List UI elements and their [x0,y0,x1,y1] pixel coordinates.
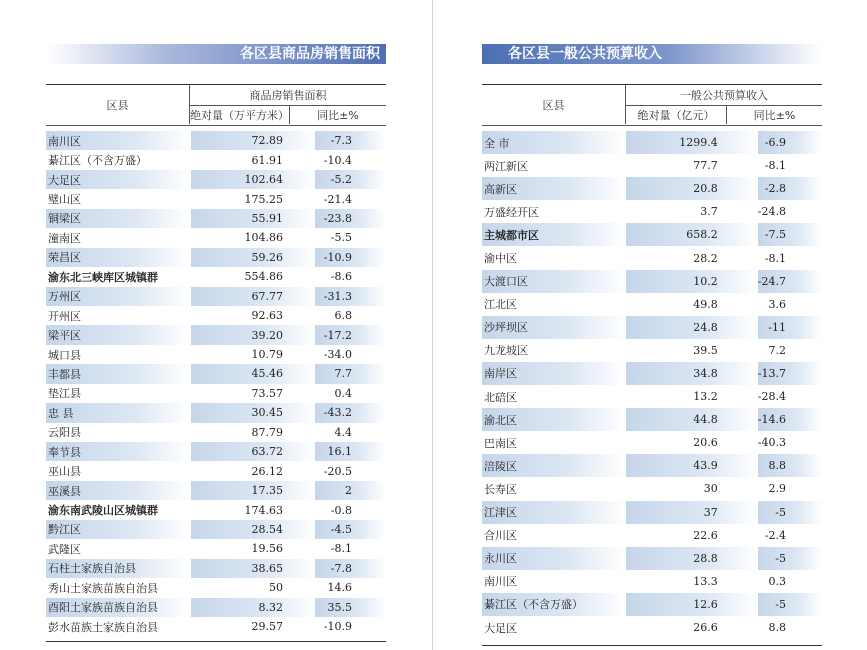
region-name-cell: 石柱土家族自治县 [46,559,191,578]
table-row [482,154,822,177]
yoy-change-cell: -8.1 [764,159,786,173]
table-row [482,246,822,269]
yoy-change-cell: -7.3 [315,131,386,150]
absolute-value-cell: 102.64 [191,170,315,189]
table-row [46,461,386,480]
yoy-change-cell: 6.8 [334,309,352,323]
table-row [46,403,386,422]
left-table-bottom-rule [46,641,386,642]
yoy-change-cell: -34.0 [323,348,352,362]
yoy-change-cell: -21.4 [323,192,352,206]
absolute-value-cell: 92.63 [251,309,283,323]
absolute-value-cell: 55.91 [191,209,315,228]
table-row [46,384,386,403]
absolute-value-cell: 63.72 [191,442,315,461]
yoy-change-cell: -28.4 [757,390,786,404]
table-row [46,131,386,150]
yoy-change-cell: -24.7 [758,270,822,293]
table-row [46,345,386,364]
yoy-change-cell: -20.5 [323,464,352,478]
region-name-cell: 黔江区 [46,520,191,539]
yoy-change-cell: -10.4 [323,153,352,167]
yoy-change-cell: -5 [758,593,822,616]
absolute-value-cell: 50 [269,581,283,595]
region-name-cell: 沙坪坝区 [482,316,626,339]
region-name-cell: 巴南区 [484,436,517,450]
absolute-value-cell: 87.79 [251,425,283,439]
region-name-cell: 綦江区（不含万盛） [48,154,147,168]
table-row [482,593,822,616]
absolute-value-cell: 37 [626,501,757,524]
region-name-cell: 全 市 [482,131,626,154]
absolute-value-cell: 13.3 [693,574,718,588]
right-data-table [482,131,822,639]
table-row [482,316,822,339]
region-name-cell: 永川区 [482,547,626,570]
table-row [482,616,822,639]
table-row [482,477,822,500]
region-name-cell: 秀山土家族苗族自治县 [48,581,158,595]
left-header-table [46,85,386,124]
yoy-change-cell: 0.4 [334,386,352,400]
right-header-table [482,85,822,124]
region-name-cell: 巫山县 [48,465,81,479]
region-name-cell: 巫溪县 [46,481,191,500]
region-name-cell: 大渡口区 [482,270,626,293]
table-row [482,501,822,524]
right-panel-title: 各区县一般公共预算收入 [482,44,822,64]
absolute-value-cell: 39.20 [191,325,315,344]
region-name-cell: 潼南区 [48,231,81,245]
table-row [46,442,386,461]
table-row [46,189,386,208]
yoy-change-cell: -5 [758,547,822,570]
table-row [46,228,386,247]
region-name-cell: 南川区 [484,575,517,589]
table-row [482,177,822,200]
table-row [46,248,386,267]
absolute-value-cell: 1299.4 [626,131,757,154]
yoy-change-cell: -23.8 [315,209,386,228]
yoy-change-cell: 8.8 [758,454,822,477]
region-name-cell: 梁平区 [46,325,191,344]
absolute-value-cell: 38.65 [191,559,315,578]
yoy-change-cell: 4.4 [334,425,352,439]
table-row [482,547,822,570]
region-name-cell: 江津区 [482,501,626,524]
table-row [46,559,386,578]
yoy-change-cell: -5.5 [330,231,352,245]
table-row [46,598,386,617]
region-name-cell: 渝东南武陵山区城镇群 [48,504,158,518]
table-row [46,617,386,636]
absolute-value-cell: 30.45 [191,403,315,422]
absolute-value-cell: 28.54 [191,520,315,539]
table-row [482,270,822,293]
table-row [46,578,386,597]
region-name-cell: 南川区 [46,131,191,150]
region-name-cell: 北碚区 [484,390,517,404]
absolute-value-cell: 28.8 [626,547,757,570]
region-name-cell: 忠 县 [46,403,191,422]
absolute-value-cell: 61.91 [251,153,283,167]
region-name-cell: 璧山区 [48,193,81,207]
region-name-cell: 彭水苗族土家族自治县 [48,620,158,634]
region-name-cell: 武隆区 [48,542,81,556]
table-row [482,431,822,454]
table-row [482,454,822,477]
table-row [46,209,386,228]
table-row [46,170,386,189]
left-header-bottom-rule [46,125,386,126]
yoy-change-cell: 14.6 [327,581,352,595]
yoy-change-cell: -2.4 [764,528,786,542]
table-row [482,385,822,408]
right-header-bottom-rule [482,125,822,126]
yoy-change-cell: -5.2 [315,170,386,189]
left-header-region: 区县 [46,85,190,124]
right-panel [482,44,822,64]
table-row [482,200,822,223]
absolute-value-cell: 8.32 [191,598,315,617]
region-name-cell: 高新区 [482,177,626,200]
absolute-value-cell: 174.63 [244,503,283,517]
yoy-change-cell: -8.1 [330,542,352,556]
table-row [482,408,822,431]
absolute-value-cell: 39.5 [693,343,718,357]
left-panel-title: 各区县商品房销售面积 [46,44,386,64]
region-name-cell: 铜梁区 [46,209,191,228]
table-row [46,539,386,558]
absolute-value-cell: 26.12 [251,464,283,478]
table-row [482,524,822,547]
absolute-value-cell: 3.7 [700,205,718,219]
region-name-cell: 渝中区 [484,252,517,266]
region-name-cell: 城口县 [48,348,81,362]
region-name-cell: 荣昌区 [46,248,191,267]
right-header-region: 区县 [482,85,626,124]
region-name-cell: 大足区 [46,170,191,189]
region-name-cell: 云阳县 [48,426,81,440]
region-name-cell: 涪陵区 [482,454,626,477]
absolute-value-cell: 44.8 [626,408,757,431]
absolute-value-cell: 175.25 [244,192,283,206]
yoy-change-cell: -5 [758,501,822,524]
absolute-value-cell: 77.7 [693,159,718,173]
yoy-change-cell: -14.6 [758,408,822,431]
table-row [46,500,386,519]
table-row [482,293,822,316]
yoy-change-cell: -40.3 [757,436,786,450]
region-name-cell: 丰都县 [46,364,191,383]
table-row [482,339,822,362]
yoy-change-cell: -2.8 [758,177,822,200]
absolute-value-cell: 20.6 [693,436,718,450]
table-row [46,520,386,539]
region-name-cell: 江北区 [484,298,517,312]
region-name-cell: 万州区 [46,287,191,306]
yoy-change-cell: 35.5 [315,598,386,617]
region-name-cell: 奉节县 [46,442,191,461]
yoy-change-cell: -24.8 [757,205,786,219]
region-name-cell: 万盛经开区 [484,205,539,219]
region-name-cell: 渝东北三峡库区城镇群 [48,270,158,284]
region-name-cell: 酉阳土家族苗族自治县 [46,598,191,617]
yoy-change-cell: -11 [758,316,822,339]
absolute-value-cell: 20.8 [626,177,757,200]
absolute-value-cell: 12.6 [626,593,757,616]
absolute-value-cell: 19.56 [251,542,283,556]
absolute-value-cell: 29.57 [251,620,283,634]
absolute-value-cell: 17.35 [191,481,315,500]
yoy-change-cell: -6.9 [758,131,822,154]
absolute-value-cell: 658.2 [626,223,757,246]
table-row [46,150,386,169]
yoy-change-cell: -7.5 [758,223,822,246]
region-name-cell: 南岸区 [482,362,626,385]
table-row [46,481,386,500]
absolute-value-cell: 26.6 [693,621,718,635]
table-row [46,287,386,306]
yoy-change-cell: -8.6 [330,270,352,284]
table-row [46,325,386,344]
region-name-cell: 合川区 [484,529,517,543]
absolute-value-cell: 24.8 [626,316,757,339]
absolute-value-cell: 49.8 [693,297,718,311]
absolute-value-cell: 10.2 [626,270,757,293]
page-fold [432,0,433,650]
region-name-cell: 九龙坡区 [484,344,528,358]
absolute-value-cell: 59.26 [191,248,315,267]
yoy-change-cell: -0.8 [330,503,352,517]
absolute-value-cell: 73.57 [251,386,283,400]
table-row [482,223,822,246]
table-row [46,423,386,442]
region-name-cell: 綦江区（不含万盛） [482,593,626,616]
absolute-value-cell: 45.46 [191,364,315,383]
absolute-value-cell: 67.77 [191,287,315,306]
yoy-change-cell: 16.1 [315,442,386,461]
right-header-abs: 绝对量（亿元） [626,105,727,124]
yoy-change-cell: -31.3 [315,287,386,306]
table-row [46,306,386,325]
absolute-value-cell: 72.89 [191,131,315,150]
yoy-change-cell: 7.7 [315,364,386,383]
yoy-change-cell: -4.5 [315,520,386,539]
region-name-cell: 长寿区 [484,482,517,496]
right-table-bottom-rule [482,645,822,646]
yoy-change-cell: 7.2 [768,343,786,357]
left-header-abs: 绝对量（万平方米） [190,105,290,124]
right-header-group: 一般公共预算收入 [626,85,823,105]
absolute-value-cell: 13.2 [693,390,718,404]
absolute-value-cell: 104.86 [244,231,283,245]
table-row [46,267,386,286]
yoy-change-cell: 0.3 [768,574,786,588]
table-row [482,131,822,154]
yoy-change-cell: 2 [315,481,386,500]
region-name-cell: 两江新区 [484,159,528,173]
absolute-value-cell: 554.86 [244,270,283,284]
left-header-yoy: 同比±% [317,108,359,122]
left-header-group: 商品房销售面积 [190,85,387,105]
left-data-table [46,131,386,636]
right-header-yoy: 同比±% [753,108,796,122]
yoy-change-cell: -17.2 [315,325,386,344]
region-name-cell: 主城都市区 [482,223,626,246]
left-panel [46,44,386,64]
region-name-cell: 垫江县 [48,387,81,401]
region-name-cell: 渝北区 [482,408,626,431]
yoy-change-cell: 2.9 [768,482,786,496]
yoy-change-cell: -43.2 [315,403,386,422]
table-row [46,364,386,383]
absolute-value-cell: 43.9 [626,454,757,477]
region-name-cell: 大足区 [484,621,517,635]
absolute-value-cell: 28.2 [693,251,718,265]
yoy-change-cell: -8.1 [764,251,786,265]
absolute-value-cell: 22.6 [693,528,718,542]
yoy-change-cell: 8.8 [768,621,786,635]
yoy-change-cell: -10.9 [315,248,386,267]
yoy-change-cell: 3.6 [768,297,786,311]
yoy-change-cell: -13.7 [758,362,822,385]
absolute-value-cell: 30 [703,482,718,496]
yoy-change-cell: -10.9 [323,620,352,634]
table-row [482,570,822,593]
yoy-change-cell: -7.8 [315,559,386,578]
absolute-value-cell: 34.8 [626,362,757,385]
absolute-value-cell: 10.79 [251,348,283,362]
region-name-cell: 开州区 [48,309,81,323]
table-row [482,362,822,385]
